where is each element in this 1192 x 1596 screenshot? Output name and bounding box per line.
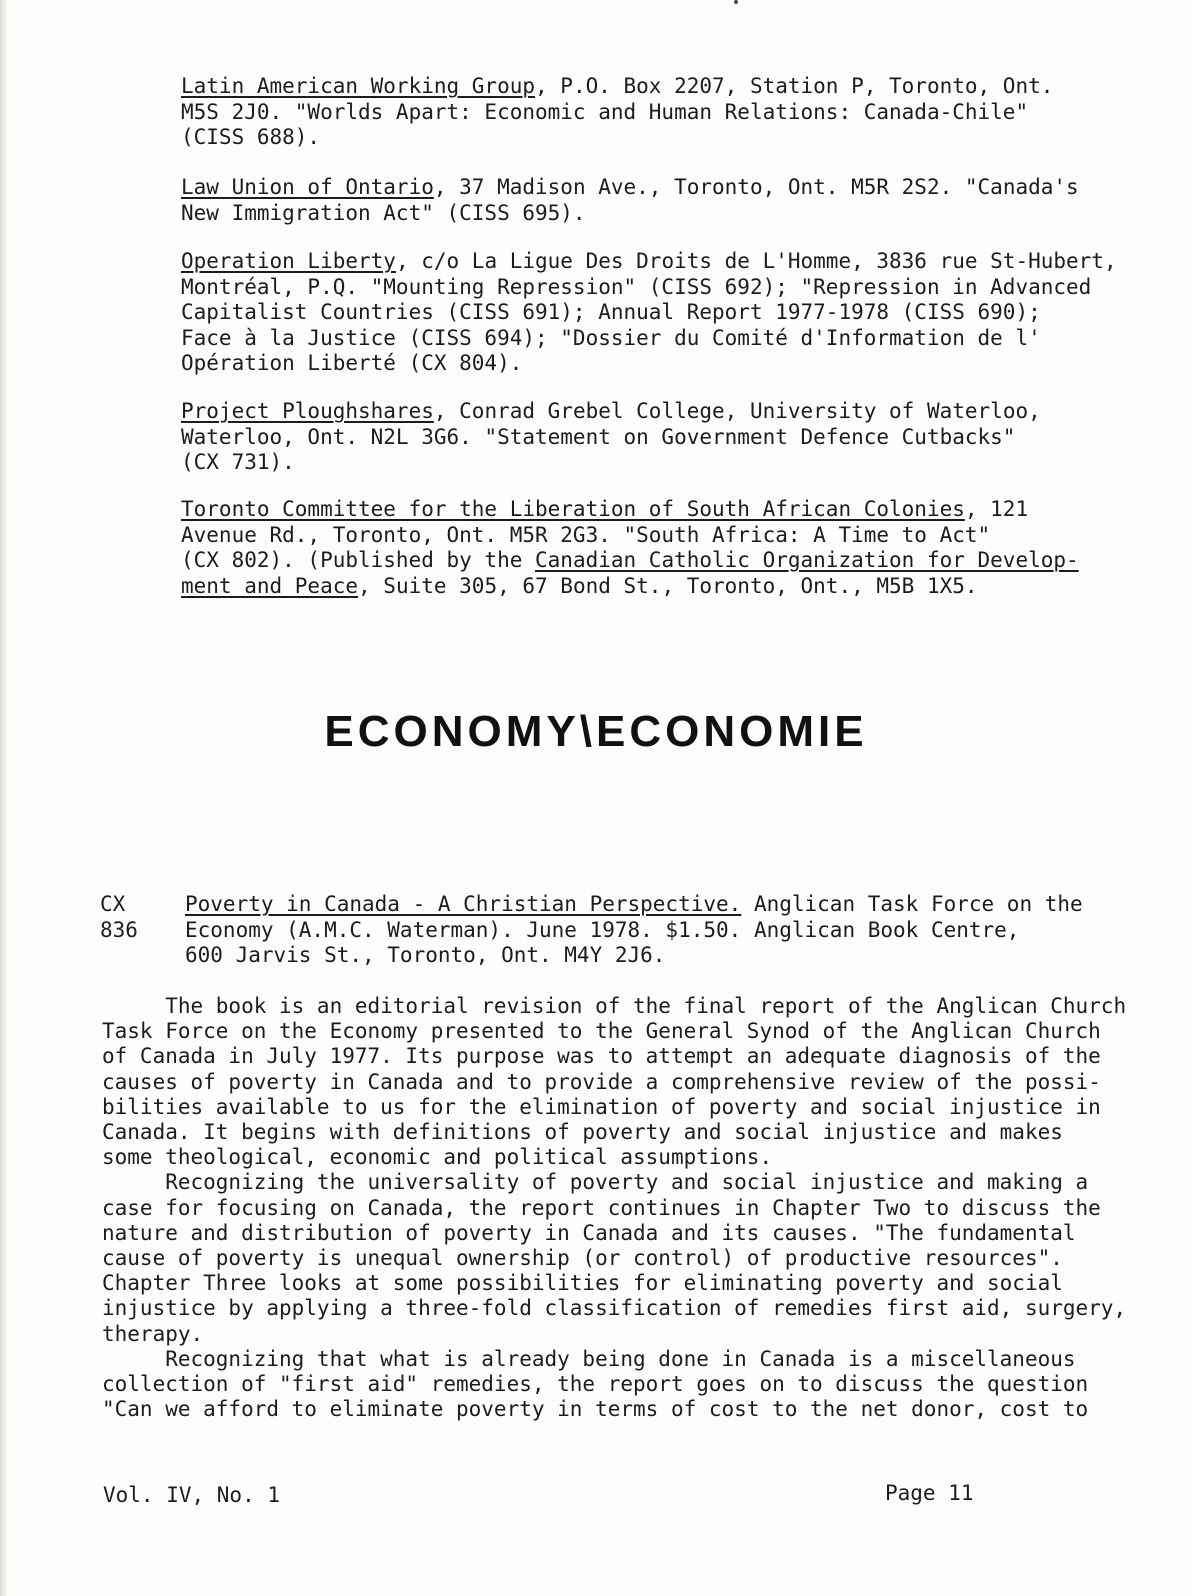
entry-address: , 121 (964, 497, 1029, 521)
entry-details: Montréal, P.Q. "Mounting Repression" (CISS 692); "Repression in Advanced Capitalist Countries (CISS 691); Annual Report 1977-1978 (CISS 690); Face à la Justice (CISS 694); "Dossier du Comité d'Information de l' Opération Liberté (CX 804). (181, 274, 1092, 375)
publisher-name: Canadian Catholic Organization for Develop- (535, 548, 1079, 572)
footer-page-number: Page 11 (885, 1481, 974, 1505)
organization-name: Latin American Working Group (181, 74, 536, 98)
scan-mark (734, 0, 738, 4)
review-citation (185, 892, 1085, 969)
review-body: The book is an editorial revision of the final report of the Anglican Church Task Force on the Economy presented to the General Synod of the Anglican Church of Canada in July 1977. Its purpose was to attempt an adequate diagnosis of the causes of poverty in Canada and to provide a comprehensive review of the possi- bilities available to us for the elimination of poverty and social injustice in Canada. It begins with definitions of poverty and social injustice and makes some theological, economic and political assumptions. Recognizing the universality of poverty and social injustice and making a case for focusing on Canada, the report continues in Chapter Two to discuss the nature and distribution of poverty in Canada and its causes. "The fundamental cause of poverty is unequal ownership (or control) of productive resources". Chapter Three looks at some possibilities for eliminating poverty and social injustice by applying a three-fold classification of remedies first aid, surgery, therapy. Recognizing that what is already being done in Canada is a miscellaneous collection of "first aid" remedies, the report goes on to discuss the question "Can we afford to eliminate poverty in terms of cost to the net donor, cost to (102, 994, 1127, 1422)
footer-volume: Vol. IV, No. 1 (103, 1483, 281, 1507)
review-publication-info: Economy (A.M.C. Waterman). June 1978. $1.50. Anglican Book Centre, (185, 917, 1020, 942)
entry-details: Avenue Rd., Toronto, Ont. M5R 2G3. "South Africa: A Time to Act" (181, 522, 991, 547)
directory-entry-latin-american-working-group (181, 74, 1081, 151)
scan-edge-shadow (0, 0, 8, 1596)
directory-entry-operation-liberty (181, 249, 1117, 377)
entry-address: , c/o La Ligue Des Droits de L'Homme, 3836 rue St-Hubert, (395, 249, 1117, 273)
organization-name: Project Ploughshares (181, 399, 434, 423)
section-heading: ECONOMY\ECONOMIE (324, 707, 868, 756)
publisher-address: , Suite 305, 67 Bond St., Toronto, Ont., M5B 1X5. (358, 573, 978, 598)
entry-details: New Immigration Act" (CISS 695). (181, 200, 586, 225)
entry-details: Waterloo, Ont. N2L 3G6. "Statement on Government Defence Cutbacks" (CX 731). (181, 424, 1016, 474)
directory-entry-toronto-committee (181, 497, 1081, 599)
directory-entry-project-ploughshares (181, 399, 1081, 476)
organization-name: Operation Liberty (181, 249, 396, 273)
directory-entry-law-union-of-ontario (181, 175, 1081, 226)
entry-address: , 37 Madison Ave., Toronto, Ont. M5R 2S2. "Canada's (433, 175, 1079, 199)
organization-name: Toronto Committee for the Liberation of South African Colonies (181, 497, 965, 521)
entry-details: M5S 2J0. "Worlds Apart: Economic and Human Relations: Canada-Chile" (CISS 688). (181, 99, 1029, 149)
review-title: Poverty in Canada - A Christian Perspective. (185, 892, 742, 916)
publisher-name-continued: ment and Peace (181, 573, 359, 598)
organization-name: Law Union of Ontario (181, 175, 434, 199)
entry-address: , Conrad Grebel College, University of Waterloo, (433, 399, 1041, 423)
entry-publisher-prefix: (CX 802). (Published by the (181, 548, 536, 572)
entry-address: , P.O. Box 2207, Station P, Toronto, Ont. (535, 74, 1054, 98)
review-publisher-address: 600 Jarvis St., Toronto, Ont. M4Y 2J6. (185, 943, 666, 967)
review-code: CX 836 (100, 892, 138, 942)
review-author: Anglican Task Force on the (741, 892, 1083, 916)
